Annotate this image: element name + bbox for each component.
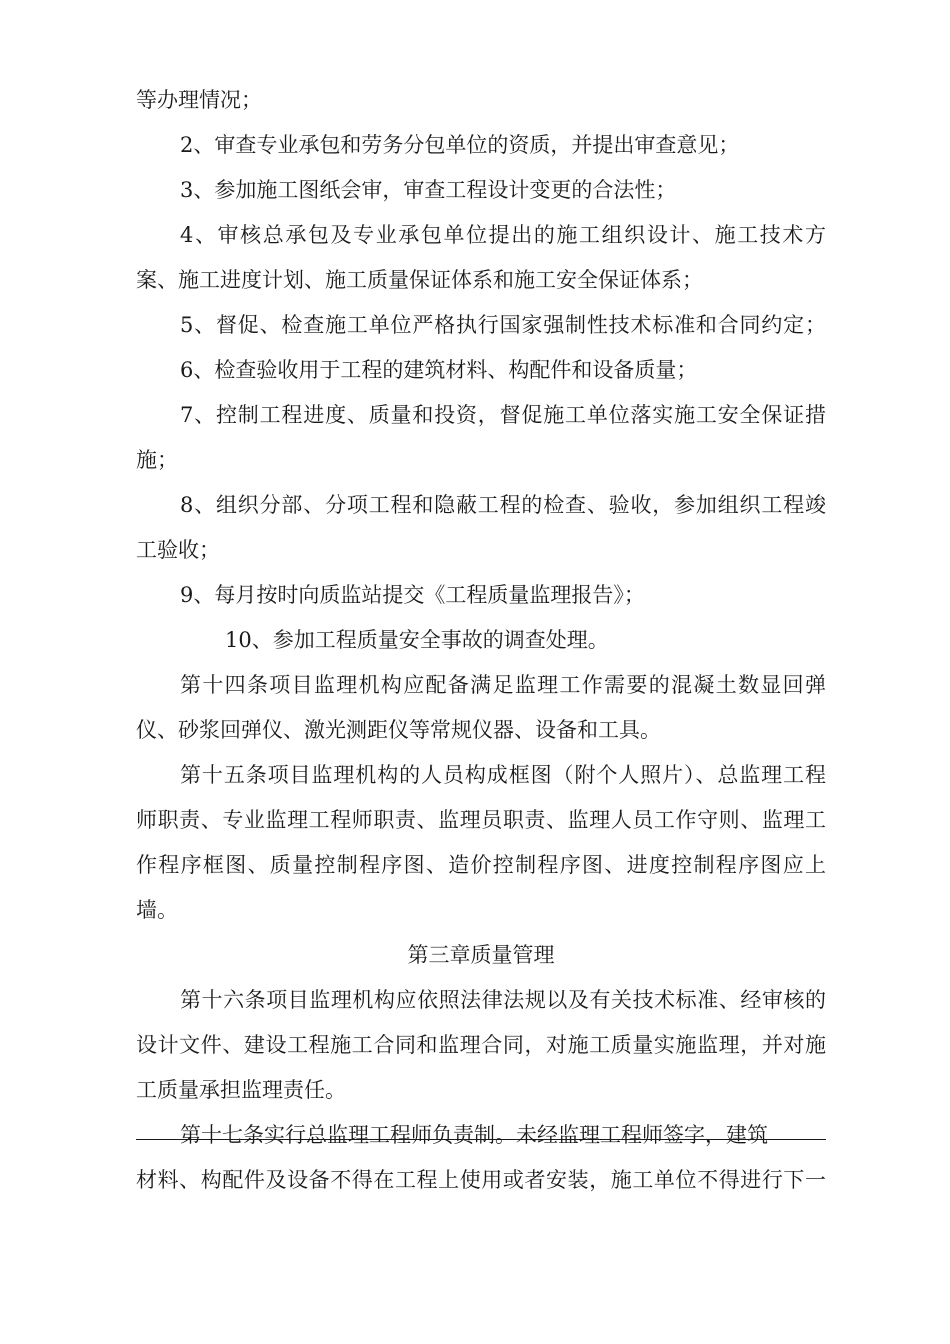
list-item-8-continued: 工验收；	[136, 538, 220, 562]
chapter-heading: 第三章质量管理	[407, 943, 555, 967]
list-item-5: 5、督促、检查施工单位严格执行国家强制性技术标准和合同约定；	[180, 313, 826, 337]
list-item-8: 8、组织分部、分项工程和隐蔽工程的检查、验收，参加组织工程竣	[180, 493, 826, 517]
list-item-7: 7、控制工程进度、质量和投资，督促施工单位落实施工安全保证措	[180, 403, 826, 427]
article-15: 第十五条项目监理机构的人员构成框图（附个人照片）、总监理工程	[180, 763, 826, 787]
article-15-continued: 墙。	[136, 898, 178, 922]
list-item-10: 10、参加工程质量安全事故的调查处理。	[225, 628, 609, 652]
horizontal-divider	[136, 1139, 826, 1140]
list-item-3: 3、参加施工图纸会审，审查工程设计变更的合法性；	[180, 178, 677, 202]
article-16: 第十六条项目监理机构应依照法律法规以及有关技术标准、经审核的	[180, 988, 826, 1012]
list-item-2: 2、审查专业承包和劳务分包单位的资质，并提出审查意见；	[180, 133, 740, 157]
article-17: 第十七条实行总监理工程师负责制。未经监理工程师签字，建筑	[180, 1123, 768, 1147]
article-16-continued: 设计文件、建设工程施工合同和监理合同，对施工质量实施监理，并对施	[136, 1033, 826, 1057]
article-15-continued: 作程序框图、质量控制程序图、造价控制程序图、进度控制程序图应上	[136, 853, 826, 877]
list-item-4: 4、审核总承包及专业承包单位提出的施工组织设计、施工技术方	[180, 223, 826, 247]
article-14-continued: 仪、砂浆回弹仪、激光测距仪等常规仪器、设备和工具。	[136, 718, 661, 742]
text-line: 等办理情况；	[136, 88, 262, 112]
list-item-9: 9、每月按时向质监站提交《工程质量监理报告》；	[180, 583, 645, 607]
list-item-4-continued: 案、施工进度计划、施工质量保证体系和施工安全保证体系；	[136, 268, 703, 292]
article-17-continued: 材料、构配件及设备不得在工程上使用或者安装，施工单位不得进行下一	[136, 1168, 826, 1192]
article-14: 第十四条项目监理机构应配备满足监理工作需要的混凝土数显回弹	[180, 673, 826, 697]
list-item-7-continued: 施；	[136, 448, 178, 472]
article-15-continued: 师职责、专业监理工程师职责、监理员职责、监理人员工作守则、监理工	[136, 808, 826, 832]
list-item-6: 6、检查验收用于工程的建筑材料、构配件和设备质量；	[180, 358, 698, 382]
article-16-continued: 工质量承担监理责任。	[136, 1078, 346, 1102]
